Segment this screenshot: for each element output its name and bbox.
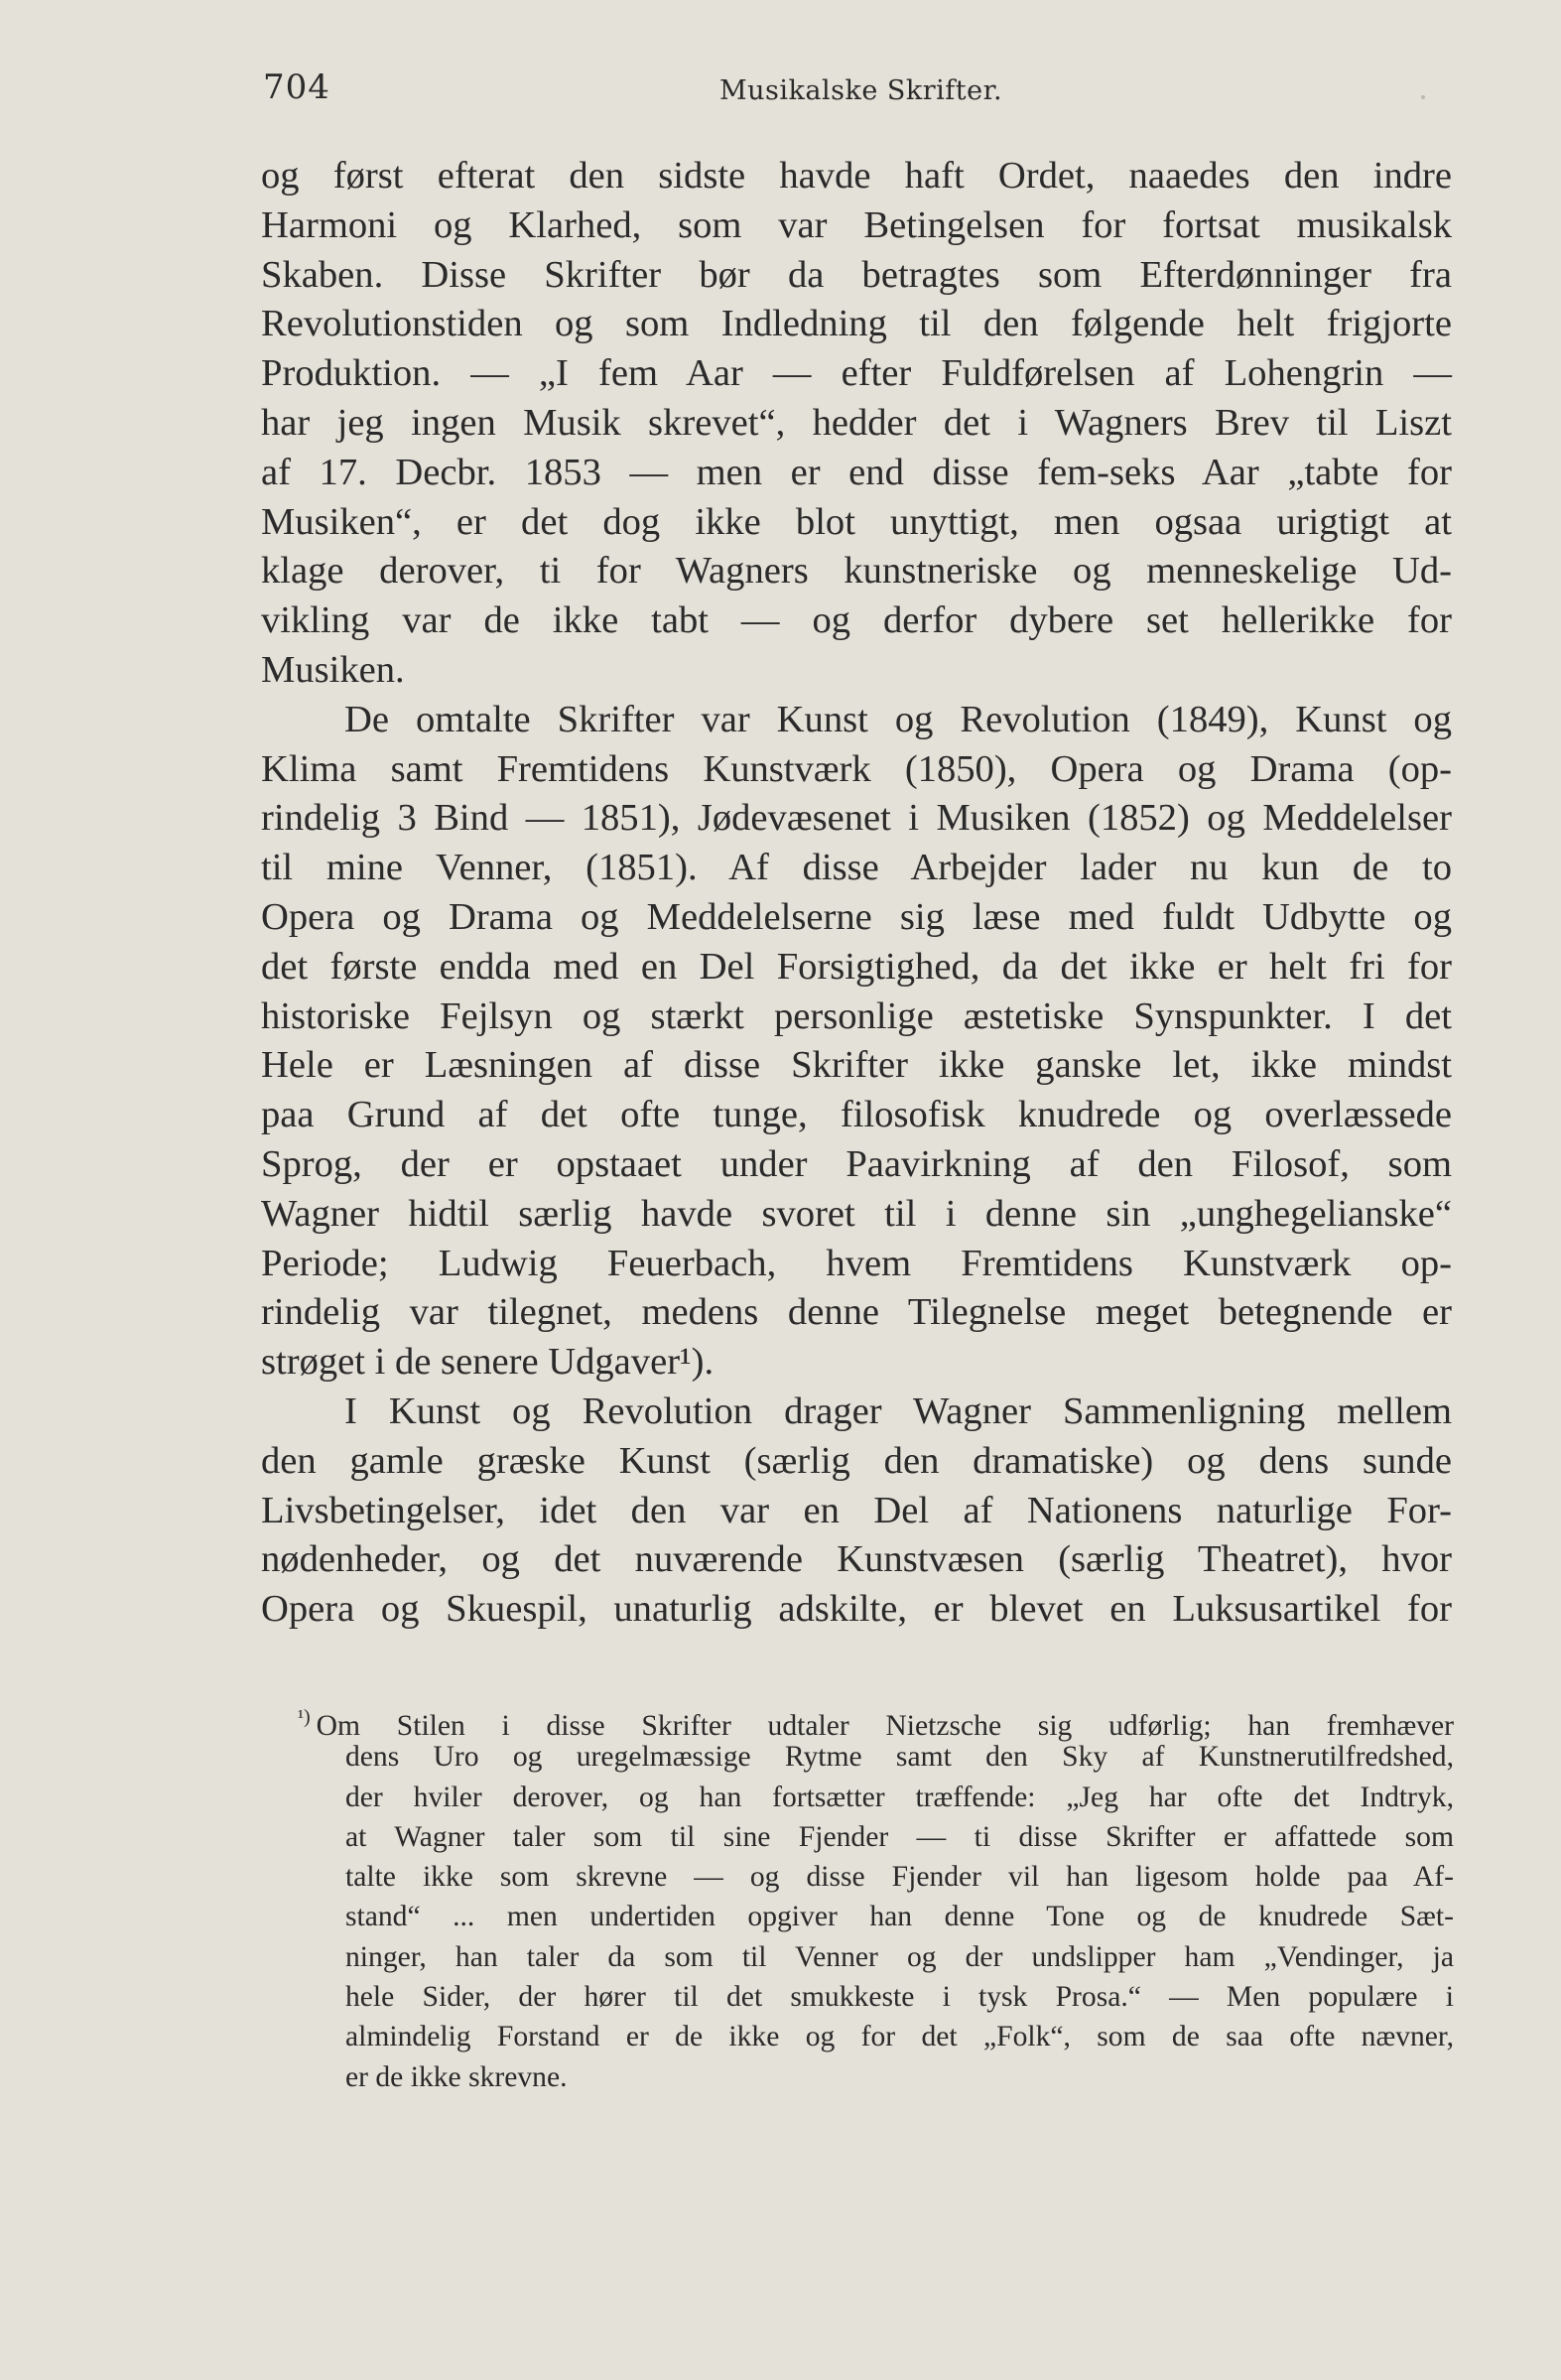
text-line: nødenheder, og det nuværende Kunstvæsen (særlig Theatret), hvor (261, 1538, 1452, 1581)
text-line: Opera og Drama og Meddelelserne sig læse med fuldt Udbytte og (261, 895, 1452, 938)
paper-speck (1421, 95, 1425, 99)
page-header (263, 67, 1454, 127)
text-line: Skaben. Disse Skrifter bør da betragtes som Efterdønninger fra (261, 253, 1452, 296)
text-line: paa Grund af det ofte tunge, filosofisk knudrede og overlæssede (261, 1094, 1452, 1136)
text-line: Hele er Læsningen af disse Skrifter ikke ganske let, ikke mindst (261, 1044, 1452, 1087)
text-line: rindelig var tilegnet, medens denne Tilegnelse meget betegnende er (261, 1291, 1452, 1334)
text-line: Harmoni og Klarhed, som var Betingelsen for fortsat musikalsk (261, 203, 1452, 246)
text-line: af 17. Decbr. 1853 — men er end disse fem-seks Aar „tabte for (261, 451, 1452, 493)
text-line: Wagner hidtil særlig havde svoret til i denne sin „unghegelianske“ (261, 1192, 1452, 1235)
text-line: De omtalte Skrifter var Kunst og Revolution (1849), Kunst og (344, 698, 1452, 740)
text-line: og først efterat den sidste havde haft Ordet, naaedes den indre (261, 155, 1452, 197)
text-line: Sprog, der er opstaaet under Paavirkning af den Filosof, som (261, 1142, 1452, 1185)
page-number: 704 (263, 67, 330, 107)
footnote-line: ninger, han taler da som til Venner og der undslipper ham „Vendinger, ja (345, 1940, 1454, 1973)
text-line: det første endda med en Del Forsigtighed, da det ikke er helt fri for (261, 945, 1452, 988)
text-line: I Kunst og Revolution drager Wagner Sammenligning mellem (344, 1389, 1452, 1432)
footnote-line (298, 1697, 1454, 1742)
footnote-line: er de ikke skrevne. (345, 2060, 568, 2093)
text-line: Produktion. — „I fem Aar — efter Fuldførelsen af Lohengrin — (261, 352, 1452, 395)
footnote-line: dens Uro og uregelmæssige Rytme samt den Sky af Kunstnerutilfredshed, (345, 1741, 1454, 1774)
footnote-line: talte ikke som skrevne — og disse Fjender vil han ligesom holde paa Af- (345, 1861, 1454, 1894)
text-line: har jeg ingen Musik skrevet“, hedder det i Wagners Brev til Liszt (261, 401, 1452, 444)
text-line: til mine Venner, (1851). Af disse Arbejder lader nu kun de to (261, 847, 1452, 889)
text-line: Musiken. (261, 648, 405, 691)
text-line: strøget i de senere Udgaver¹). (261, 1341, 715, 1384)
footnote (298, 1697, 1454, 2097)
body-text (261, 152, 1452, 1635)
text-line: klage derover, ti for Wagners kunstneriske og menneskelige Ud- (261, 550, 1452, 593)
text-line: Musiken“, er det dog ikke blot unyttigt, men ogsaa urigtigt at (261, 500, 1452, 543)
text-line: Revolutionstiden og som Indledning til den følgende helt frigjorte (261, 303, 1452, 345)
text-line: historiske Fejlsyn og stærkt personlige æstetiske Synspunkter. I det (261, 994, 1452, 1037)
text-line: den gamle græske Kunst (særlig den dramatiske) og dens sunde (261, 1439, 1452, 1482)
text-line: Livsbetingelser, idet den var en Del af Nationens naturlige For- (261, 1489, 1452, 1531)
footnote-line: stand“ ... men undertiden opgiver han denne Tone og de knudrede Sæt- (345, 1901, 1454, 1933)
text-line: rindelig 3 Bind — 1851), Jødevæsenet i Musiken (1852) og Meddelelser (261, 797, 1452, 840)
footnote-line: hele Sider, der hører til det smukkeste i tysk Prosa.“ — Men populære i (345, 1981, 1454, 2014)
text-line: Opera og Skuespil, unaturlig adskilte, er blevet en Luksusartikel for (261, 1588, 1452, 1631)
footnote-marker: ¹) (298, 1706, 311, 1728)
text-line: Periode; Ludwig Feuerbach, hvem Fremtidens Kunstværk op- (261, 1242, 1452, 1284)
text-line: vikling var de ikke tabt — og derfor dybere set hellerikke for (261, 599, 1452, 642)
footnote-line: almindelig Forstand er de ikke og for det „Folk“, som de saa ofte nævner, (345, 2021, 1454, 2053)
footnote-line: der hviler derover, og han fortsætter træffende: „Jeg har ofte det Indtryk, (345, 1781, 1454, 1813)
running-head: Musikalske Skrifter. (719, 75, 1003, 106)
footnote-line-text: Om Stilen i disse Skrifter udtaler Nietzsche sig udførlig; han fremhæver (316, 1710, 1454, 1742)
text-line: Klima samt Fremtidens Kunstværk (1850), Opera og Drama (op- (261, 747, 1452, 790)
footnote-line: at Wagner taler som til sine Fjender — ti disse Skrifter er affattede som (345, 1820, 1454, 1853)
